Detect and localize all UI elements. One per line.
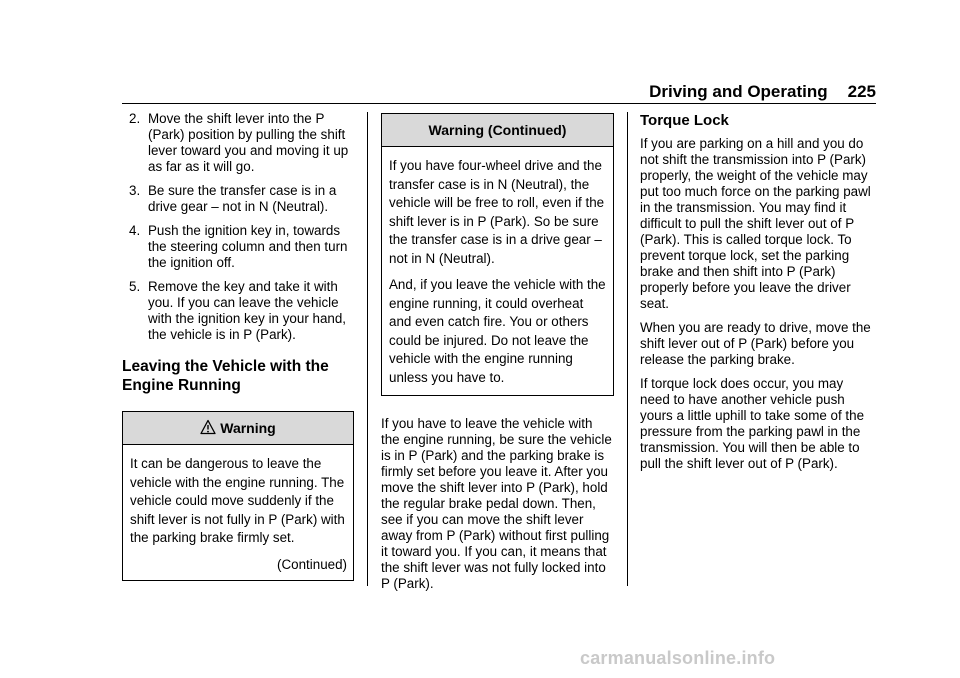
warning-header: Warning (Continued) <box>382 114 613 147</box>
step-list <box>122 111 354 343</box>
warning-continued-box <box>381 113 614 396</box>
section-heading: Torque Lock <box>640 112 729 129</box>
body-paragraph: If torque lock does occur, you may need to have another vehicle push yours a little uphill to take some of the pressure from the parking pawl in the transmission. You will then be able to pull the shift lever out of P (Park). <box>640 376 865 471</box>
section-title: Driving and Operating <box>649 82 828 101</box>
warning-header <box>123 412 353 445</box>
page-number: 225 <box>847 82 876 101</box>
column-divider <box>627 112 628 586</box>
step-text: Move the shift lever into the P (Park) position by pulling the shift lever toward you and moving it up as far as it will go. <box>148 111 349 174</box>
step-number: 4. <box>129 223 141 238</box>
warning-title: Warning <box>220 420 276 436</box>
step-text: Remove the key and take it with you. If you can leave the vehicle with the ignition key in your hand, the vehicle is in P (Park). <box>148 279 347 342</box>
subheading: Leaving the Vehicle with the Engine Running <box>122 358 329 394</box>
list-item <box>122 183 354 215</box>
warning-text: It can be dangerous to leave the vehicle with the engine running. The vehicle could move suddenly if the shift lever is not fully in P (Park) with the parking brake firmly set. <box>130 456 345 545</box>
watermark: carmanualsonline.info <box>580 648 776 668</box>
list-item <box>122 111 354 175</box>
column-1 <box>122 111 354 581</box>
warning-text: And, if you leave the vehicle with the engine running, it could overheat and even catch fire. You or others could be injured. Do not leave the vehicle with the engine running unless you have to. <box>389 277 606 385</box>
warning-box <box>122 411 354 581</box>
list-item <box>122 223 354 271</box>
step-text: Push the ignition key in, towards the steering column and then turn the ignition off. <box>148 223 348 270</box>
continued-label: (Continued) <box>277 556 347 572</box>
body-paragraph: If you are parking on a hill and you do not shift the transmission into P (Park) properly, the weight of the vehicle may put too much force on the parking pawl in the transmission. You may find it difficult to pull the shift lever out of P (Park). This is called torque lock. To prevent torque lock, set the parking brake and then shift into P (Park) properly before you leave the driver seat. <box>640 136 871 311</box>
warning-body <box>123 445 353 580</box>
warning-triangle-icon <box>200 414 216 446</box>
body-paragraph: When you are ready to drive, move the shift lever out of P (Park) before you release the parking brake. <box>640 320 871 367</box>
body-paragraph: If you have to leave the vehicle with the engine running, be sure the vehicle is in P (Park) and the parking brake is firmly set before you leave it. After you move the shift lever into P (Park), hold the regular brake pedal down. Then, see if you can move the shift lever away from P (Park) without first pulling it toward you. If you can, it means that the shift lever was not fully locked into P (Park). <box>381 416 612 591</box>
header-rule <box>122 103 876 104</box>
list-item <box>122 279 354 343</box>
step-number: 5. <box>129 279 141 294</box>
step-number: 3. <box>129 183 141 198</box>
step-number: 2. <box>129 111 141 126</box>
column-3 <box>640 111 876 480</box>
column-2 <box>381 113 614 600</box>
column-divider <box>367 112 368 586</box>
warning-body <box>382 147 613 395</box>
warning-text: If you have four-wheel drive and the transfer case is in N (Neutral), the vehicle will be free to roll, even if the shift lever is in P (Park). So be sure the transfer case is in a drive gear – not in N (Neutral). <box>389 158 605 266</box>
step-text: Be sure the transfer case is in a drive gear – not in N (Neutral). <box>148 183 337 214</box>
